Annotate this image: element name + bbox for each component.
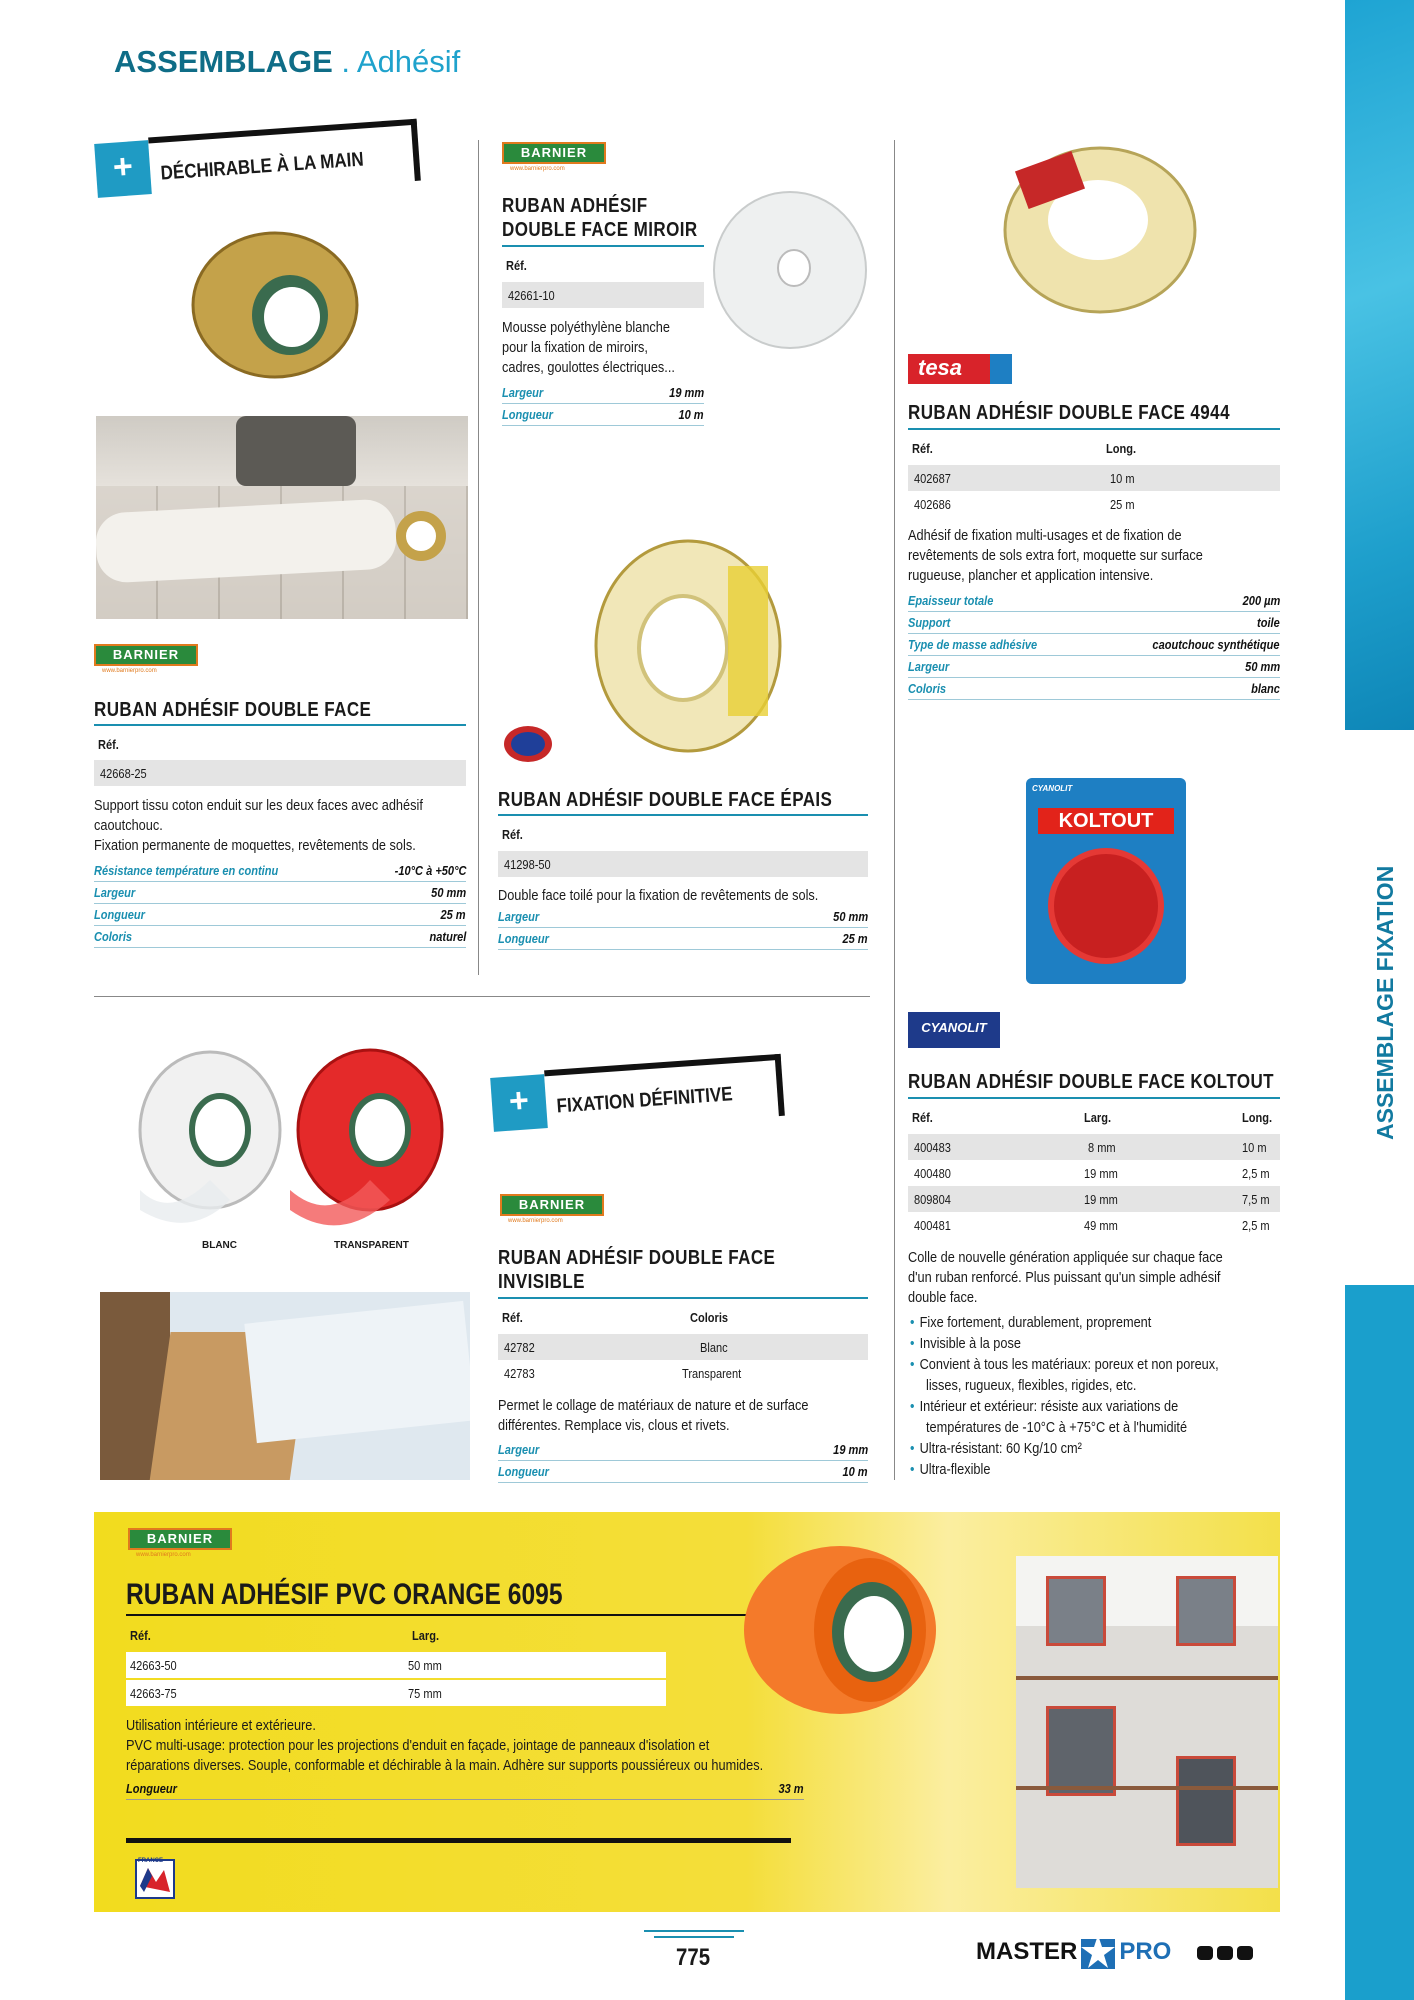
table-row: 41298-50 [498,851,868,877]
len-header: Long. [1106,441,1137,456]
side-tab-decor-bottom [1345,1285,1414,2000]
table-row: 402687 10 m [908,465,1280,491]
subsection-title: . Adhésif [341,44,461,79]
list-item: • Invisible à la pose [910,1334,1021,1354]
spec-row: Longueur 25 m [498,928,868,950]
side-tab-decor [1345,0,1414,730]
page-number: 775 [676,1944,711,1971]
product-description: Mousse polyéthylène blanche pour la fixation de miroirs, cadres, goulottes électriques... [502,319,675,376]
masterpro-logo: MASTER PRO [976,1932,1257,1972]
table-row: 400480 19 mm 2,5 m [914,1165,1270,1181]
list-item-cont: températures de -10°C à +75°C et à l'humidité [926,1419,1188,1436]
spec-row: Support toile [908,612,1280,634]
divider [478,140,479,975]
side-tab-label: ASSEMBLAGE FIXATION [1372,865,1398,1140]
product-description: Permet le collage de matériaux de nature et de surface différentes. Remplace vis, clous et rivets. [498,1397,809,1434]
product-title: RUBAN ADHÉSIF DOUBLE FACE INVISIBLE [498,1247,776,1293]
spec-row: Type de masse adhésive caoutchouc synthétique [908,634,1280,656]
product-description: Colle de nouvelle génération appliquée sur chaque face d'un ruban renforcé. Plus puissant qu'un simple adhésif double face. [908,1249,1223,1306]
white-and-red-tape-image: BLANC TRANSPARENT [100,1030,460,1260]
spec-row: Epaisseur totale 200 µm [908,590,1280,612]
list-item: • Intérieur et extérieur: résiste aux variations de [910,1397,1178,1417]
divider [94,996,870,997]
barnier-logo: BARNIER www.barnierpro.com [502,142,606,172]
table-row: 402686 25 m [914,496,1135,512]
ref-header: Réf. [912,441,933,456]
ref-header: Réf. [130,1628,151,1643]
section-title: ASSEMBLAGE [114,44,333,79]
table-row: 809804 19 mm 7,5 m [908,1186,1280,1212]
spec-row: Largeur 50 mm [498,906,868,928]
spec-row: Longueur 10 m [502,404,704,426]
table-row: 42668-25 [94,760,466,786]
plus-sparkle-icon: + [94,140,152,198]
spec-row: Largeur 50 mm [908,656,1280,678]
eurocel-logo [502,724,554,764]
thick-tape-image [588,536,788,756]
ref-header: Réf. [98,737,119,752]
table-row: 42783 Transparent [504,1365,742,1381]
ref-header: Réf. [506,258,527,273]
list-item: • Fixe fortement, durablement, proprement [910,1313,1151,1333]
plus-sparkle-icon: + [490,1074,548,1132]
product-description: Support tissu coton enduit sur les deux faces avec adhésif caoutchouc. Fixation permanente de moquettes, revêtements de sols. [94,797,423,854]
list-item: • Ultra-résistant: 60 Kg/10 cm² [910,1439,1082,1459]
tesa-tape-image [1000,140,1200,320]
table-row: 42663-75 75 mm [126,1680,666,1706]
foam-tape-image [710,190,870,350]
product-description: Utilisation intérieure et extérieure. PVC multi-usage: protection pour les projections d'enduit en façade, jointage de panneaux d'isolation et réparations diverses. Souple, conformable et déchirable à la main. Adhère sur supports poussiéreux ou humides. [126,1717,764,1774]
table-row: 42661-10 [502,282,704,308]
spec-row: Largeur 50 mm [94,882,466,904]
title-underline [908,428,1280,430]
badge-label: FIXATION DÉFINITIVE [555,1083,734,1118]
larg-header: Larg. [1084,1110,1112,1125]
list-item-cont: lisses, rugueux, flexibles, rigides, etc. [926,1377,1137,1394]
spec-row: Résistance température en continu -10°C à +50°C [94,860,466,882]
floor-application-photo [96,416,468,619]
page-header [114,44,460,80]
spec-row: Largeur 19 mm [502,382,704,404]
page-number-decor [644,1930,744,1932]
spec-row: Largeur 19 mm [498,1439,868,1461]
barnier-logo: BARNIER www.barnierpro.com [128,1528,232,1558]
spec-row: Longueur 25 m [94,904,466,926]
building-facade-photo [1016,1556,1278,1888]
title-underline [94,724,466,726]
list-item: • Ultra-flexible [910,1460,990,1480]
table-row: 400481 49 mm 2,5 m [914,1217,1270,1233]
title-underline [498,1297,868,1299]
title-underline [908,1097,1280,1099]
table-row: 400483 8 mm 10 m [908,1134,1280,1160]
cyanolit-logo: CYANOLIT [908,1012,1000,1048]
orange-tape-image [740,1540,940,1720]
spec-row: Longueur 10 m [498,1461,868,1483]
title-underline [502,245,704,247]
title-underline [126,1614,776,1616]
barnier-logo: BARNIER www.barnierpro.com [94,644,198,674]
list-item: • Convient à tous les matériaux: poreux et non poreux, [910,1355,1219,1375]
wood-panel-photo [100,1292,470,1480]
product-title: RUBAN ADHÉSIF DOUBLE FACE 4944 [908,402,1230,424]
spec-row: Longueur 33 m [126,1778,804,1800]
koltout-pack-image: CYANOLIT KOLTOUT [1026,778,1186,984]
product-title: RUBAN ADHÉSIF PVC ORANGE 6095 [126,1578,563,1611]
title-underline [498,814,868,816]
divider [126,1838,791,1843]
france-flag-icon: FRANCE [132,1856,178,1902]
product-title: RUBAN ADHÉSIF DOUBLE FACE KOLTOUT [908,1071,1274,1093]
ref-header: Réf. [502,827,523,842]
spec-row: Coloris blanc [908,678,1280,700]
product-description: Adhésif de fixation multi-usages et de fixation de revêtements de sols extra fort, moquette sur surface rugueuse, plancher et application intensive. [908,527,1203,584]
ref-header: Réf. [912,1110,933,1125]
badge-label: DÉCHIRABLE À LA MAIN [159,148,365,185]
page-number-decor [654,1936,734,1938]
coloris-header: Coloris [690,1310,729,1325]
tape-roll-image [190,220,360,390]
product-description: Double face toilé pour la fixation de revêtements de sols. [498,887,819,904]
ref-header: Réf. [502,1310,523,1325]
spec-row: Coloris naturel [94,926,466,948]
divider [894,140,895,1480]
tesa-logo: tesa [908,354,1012,384]
barnier-logo: BARNIER www.barnierpro.com [500,1194,604,1224]
len-header: Long. [1242,1110,1273,1125]
table-row: 42782 Blanc [498,1334,868,1360]
product-title: RUBAN ADHÉSIF DOUBLE FACE ÉPAIS [498,789,833,811]
larg-header: Larg. [412,1628,440,1643]
table-row: 42663-50 50 mm [126,1652,666,1678]
product-title: RUBAN ADHÉSIF DOUBLE FACE [94,699,372,721]
product-title: RUBAN ADHÉSIF DOUBLE FACE MIROIR [502,195,698,241]
